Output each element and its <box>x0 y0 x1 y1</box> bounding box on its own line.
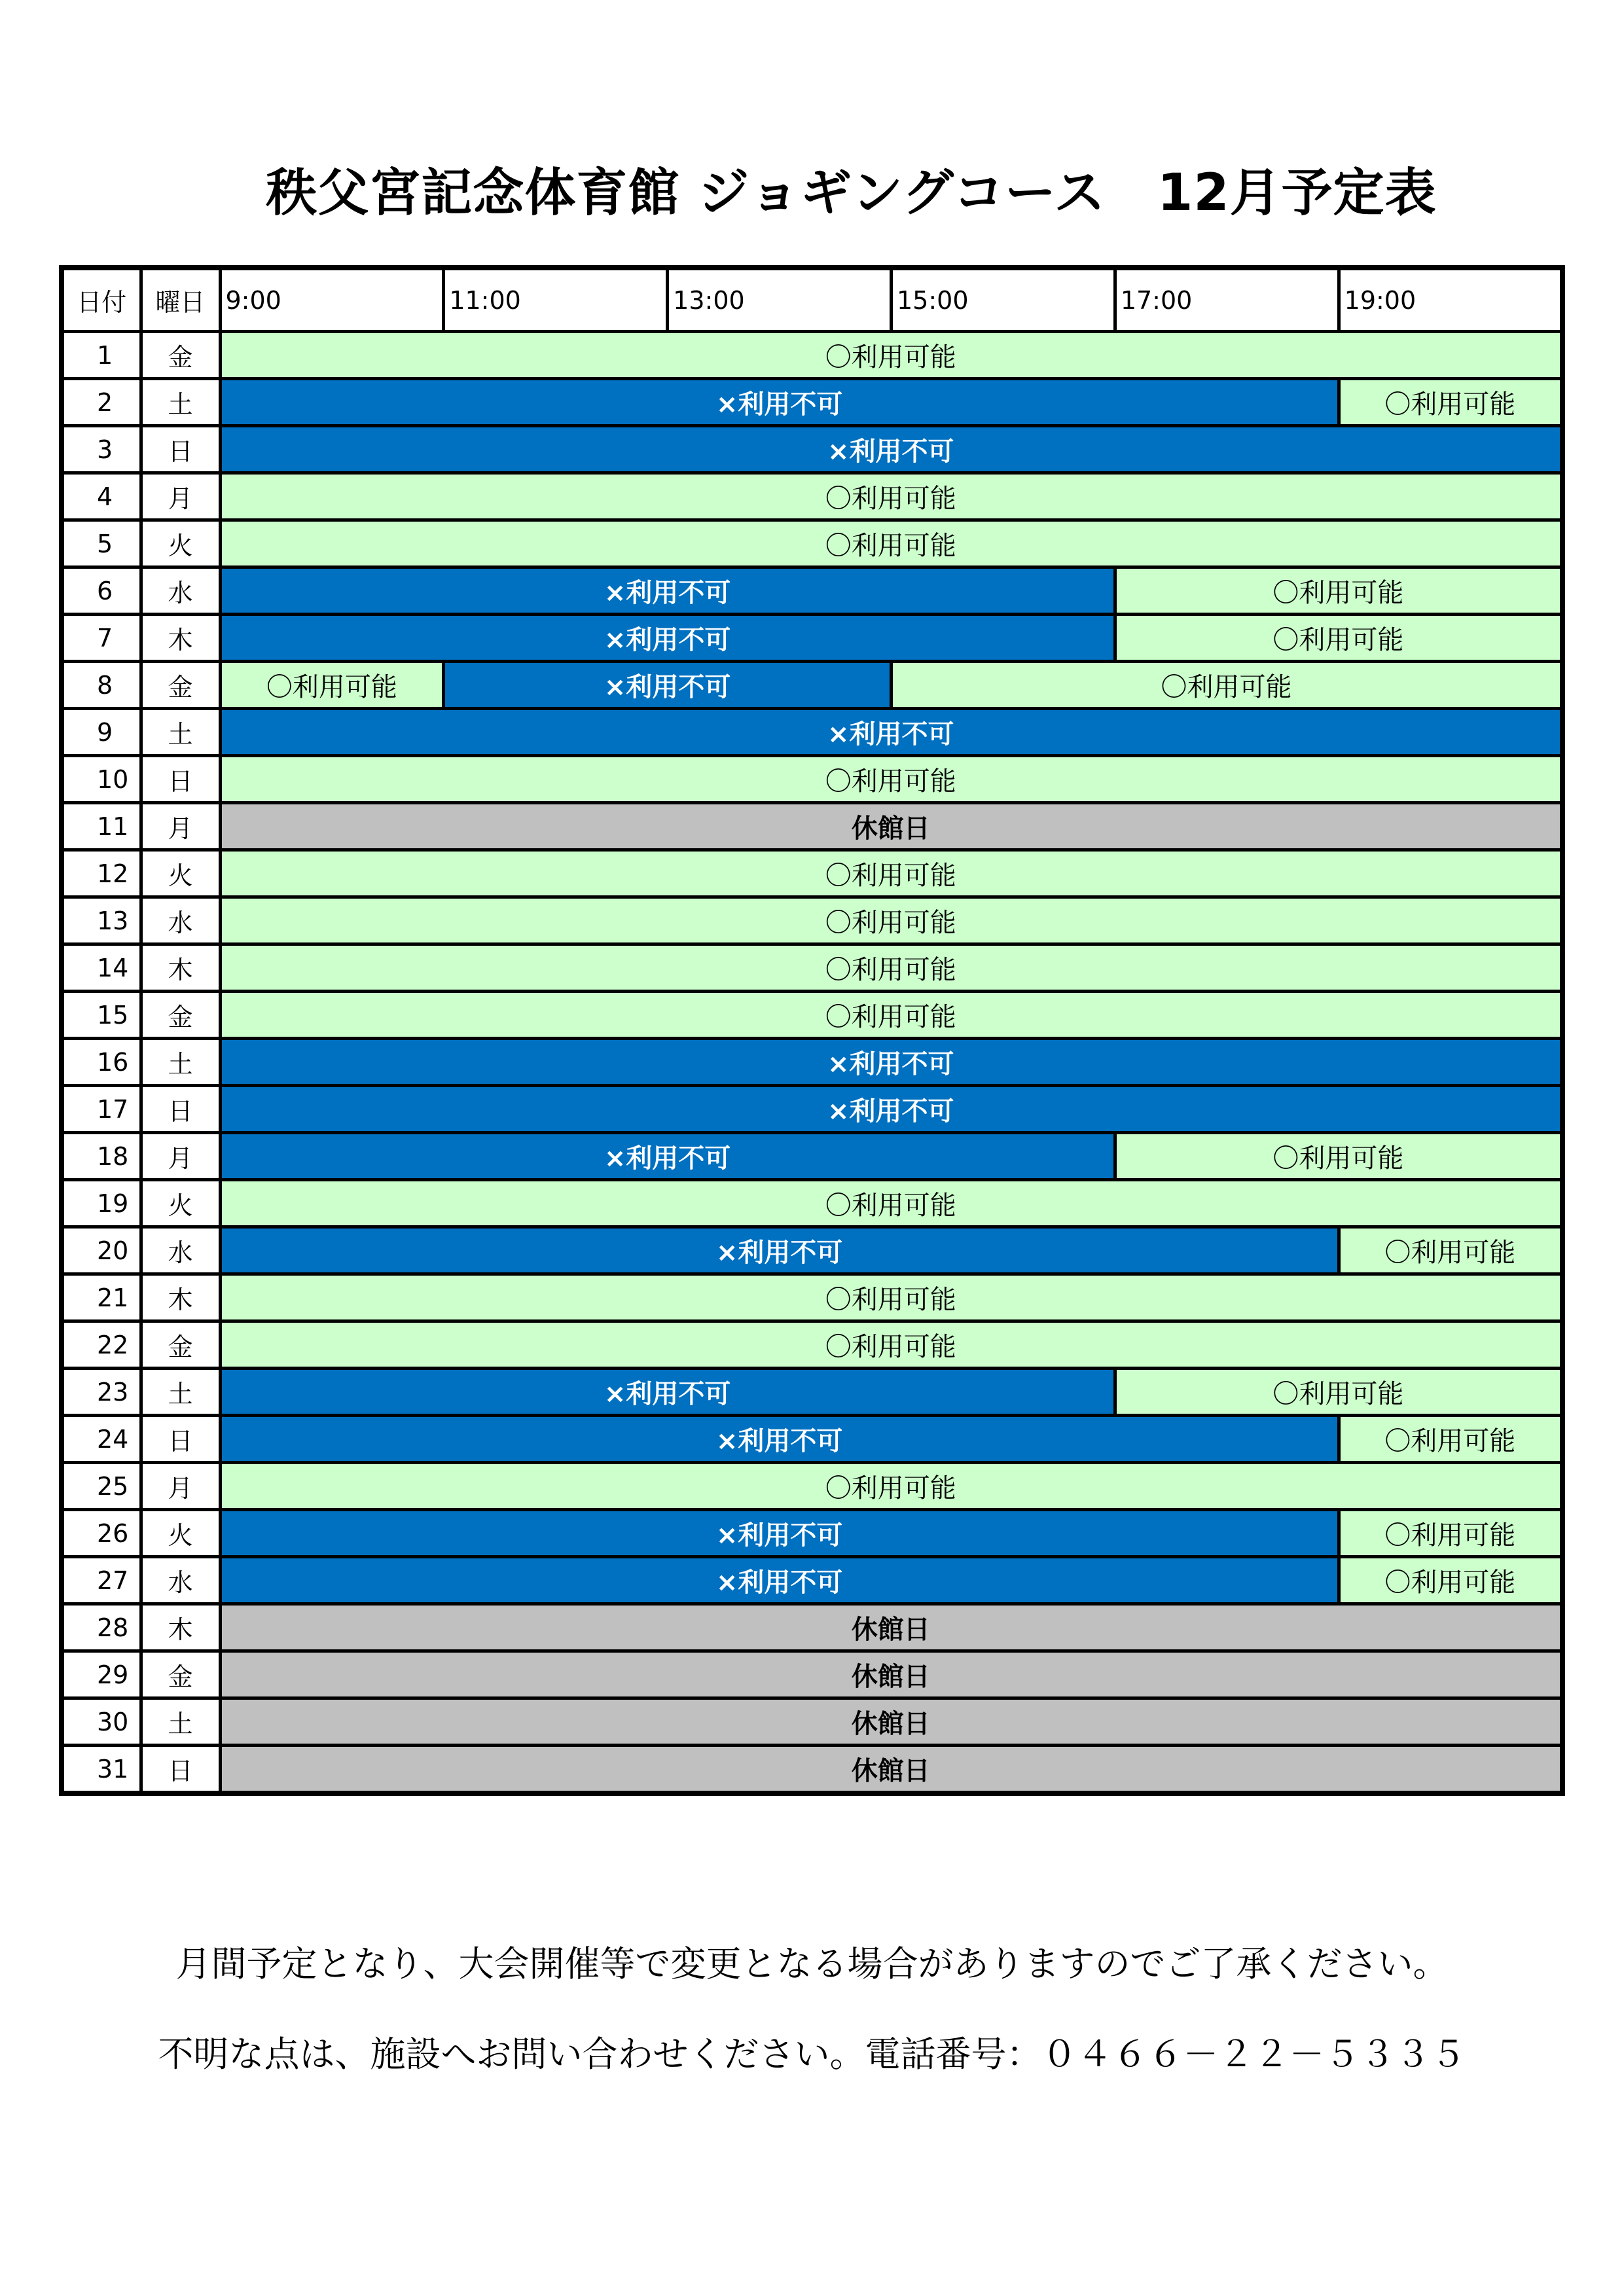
table-row <box>62 1510 1562 1557</box>
date-cell: 27 <box>62 1557 141 1604</box>
table-row <box>62 897 1562 944</box>
weekday-cell: 日 <box>141 426 220 473</box>
status-available-cell: 〇利用可能 <box>1115 1133 1562 1180</box>
table-row <box>62 1604 1562 1651</box>
date-cell: 31 <box>62 1746 141 1794</box>
status-unavailable-cell: ×利用不可 <box>220 1369 1115 1416</box>
status-unavailable-cell: ×利用不可 <box>220 709 1562 756</box>
status-unavailable-cell: ×利用不可 <box>220 1039 1562 1086</box>
table-row <box>62 1369 1562 1416</box>
weekday-cell: 火 <box>141 850 220 897</box>
date-cell: 12 <box>62 850 141 897</box>
table-row <box>62 1698 1562 1746</box>
table-row <box>62 520 1562 567</box>
weekday-cell: 日 <box>141 1416 220 1463</box>
date-cell: 9 <box>62 709 141 756</box>
date-cell: 2 <box>62 379 141 426</box>
table-row <box>62 756 1562 803</box>
date-cell: 1 <box>62 332 141 379</box>
status-available-cell: 〇利用可能 <box>220 944 1562 992</box>
table-row <box>62 1039 1562 1086</box>
header-row <box>62 268 1562 332</box>
notice-contact-phone: 不明な点は、施設へお問い合わせください。電話番号：０４６６－２２－５３３５ <box>158 2034 1466 2075</box>
status-available-cell: 〇利用可能 <box>220 850 1562 897</box>
status-unavailable-cell: ×利用不可 <box>220 1133 1115 1180</box>
status-available-cell: 〇利用可能 <box>1339 1416 1562 1463</box>
status-closed-cell: 休館日 <box>220 1746 1562 1794</box>
status-unavailable-cell: ×利用不可 <box>220 1086 1562 1133</box>
table-row <box>62 992 1562 1039</box>
weekday-cell: 月 <box>141 1133 220 1180</box>
date-cell: 19 <box>62 1180 141 1227</box>
status-available-cell: 〇利用可能 <box>220 332 1562 379</box>
time-header: 11:00 <box>444 268 668 332</box>
date-cell: 21 <box>62 1274 141 1321</box>
table-row <box>62 1133 1562 1180</box>
table-row <box>62 379 1562 426</box>
date-cell: 30 <box>62 1698 141 1746</box>
weekday-cell: 日 <box>141 756 220 803</box>
date-cell: 16 <box>62 1039 141 1086</box>
table-row <box>62 1557 1562 1604</box>
status-available-cell: 〇利用可能 <box>1115 1369 1562 1416</box>
weekday-cell: 日 <box>141 1086 220 1133</box>
table-row <box>62 1227 1562 1274</box>
weekday-cell: 日 <box>141 1746 220 1794</box>
date-cell: 18 <box>62 1133 141 1180</box>
status-closed-cell: 休館日 <box>220 803 1562 850</box>
status-available-cell: 〇利用可能 <box>220 662 444 709</box>
status-available-cell: 〇利用可能 <box>1115 615 1562 662</box>
status-unavailable-cell: ×利用不可 <box>220 1510 1339 1557</box>
status-unavailable-cell: ×利用不可 <box>220 567 1115 615</box>
status-available-cell: 〇利用可能 <box>220 1274 1562 1321</box>
weekday-cell: 水 <box>141 567 220 615</box>
status-available-cell: 〇利用可能 <box>220 992 1562 1039</box>
table-row <box>62 662 1562 709</box>
status-unavailable-cell: ×利用不可 <box>220 1557 1339 1604</box>
weekday-cell: 土 <box>141 1369 220 1416</box>
table-row <box>62 1274 1562 1321</box>
weekday-cell: 水 <box>141 1227 220 1274</box>
weekday-cell: 火 <box>141 1180 220 1227</box>
status-available-cell: 〇利用可能 <box>220 897 1562 944</box>
status-closed-cell: 休館日 <box>220 1698 1562 1746</box>
table-row <box>62 1416 1562 1463</box>
weekday-column-header: 曜日 <box>141 268 220 332</box>
table-row <box>62 944 1562 992</box>
weekday-cell: 木 <box>141 615 220 662</box>
weekday-cell: 火 <box>141 520 220 567</box>
status-available-cell: 〇利用可能 <box>1115 567 1562 615</box>
status-available-cell: 〇利用可能 <box>220 520 1562 567</box>
table-row <box>62 803 1562 850</box>
table-row <box>62 1746 1562 1794</box>
status-unavailable-cell: ×利用不可 <box>444 662 892 709</box>
status-available-cell: 〇利用可能 <box>1339 1557 1562 1604</box>
date-cell: 24 <box>62 1416 141 1463</box>
status-unavailable-cell: ×利用不可 <box>220 1227 1339 1274</box>
date-cell: 22 <box>62 1321 141 1369</box>
time-header: 13:00 <box>668 268 892 332</box>
status-available-cell: 〇利用可能 <box>1339 379 1562 426</box>
weekday-cell: 土 <box>141 1698 220 1746</box>
status-available-cell: 〇利用可能 <box>891 662 1562 709</box>
weekday-cell: 金 <box>141 1321 220 1369</box>
status-available-cell: 〇利用可能 <box>220 1180 1562 1227</box>
status-available-cell: 〇利用可能 <box>1339 1510 1562 1557</box>
date-cell: 25 <box>62 1463 141 1510</box>
weekday-cell: 金 <box>141 662 220 709</box>
weekday-cell: 月 <box>141 1463 220 1510</box>
time-header: 19:00 <box>1339 268 1562 332</box>
time-header: 17:00 <box>1115 268 1339 332</box>
weekday-cell: 金 <box>141 992 220 1039</box>
date-cell: 8 <box>62 662 141 709</box>
table-row <box>62 615 1562 662</box>
date-cell: 23 <box>62 1369 141 1416</box>
weekday-cell: 土 <box>141 709 220 756</box>
weekday-cell: 水 <box>141 1557 220 1604</box>
weekday-cell: 木 <box>141 1604 220 1651</box>
table-row <box>62 1086 1562 1133</box>
date-cell: 4 <box>62 473 141 520</box>
weekday-cell: 土 <box>141 1039 220 1086</box>
status-available-cell: 〇利用可能 <box>220 1321 1562 1369</box>
date-cell: 20 <box>62 1227 141 1274</box>
table-row <box>62 1463 1562 1510</box>
date-cell: 10 <box>62 756 141 803</box>
table-row <box>62 473 1562 520</box>
status-unavailable-cell: ×利用不可 <box>220 379 1339 426</box>
table-row <box>62 567 1562 615</box>
table-row <box>62 332 1562 379</box>
date-cell: 13 <box>62 897 141 944</box>
date-cell: 7 <box>62 615 141 662</box>
status-unavailable-cell: ×利用不可 <box>220 615 1115 662</box>
date-cell: 6 <box>62 567 141 615</box>
time-header: 9:00 <box>220 268 444 332</box>
table-row <box>62 426 1562 473</box>
date-cell: 14 <box>62 944 141 992</box>
date-column-header: 日付 <box>62 268 141 332</box>
schedule-body <box>62 332 1562 1794</box>
weekday-cell: 金 <box>141 332 220 379</box>
table-row <box>62 1651 1562 1698</box>
schedule-table <box>59 265 1565 1796</box>
table-row <box>62 1321 1562 1369</box>
status-available-cell: 〇利用可能 <box>220 473 1562 520</box>
date-cell: 11 <box>62 803 141 850</box>
notice-schedule-change: 月間予定となり、大会開催等で変更となる場合がありますのでご了承ください。 <box>175 1943 1449 1984</box>
weekday-cell: 木 <box>141 1274 220 1321</box>
status-available-cell: 〇利用可能 <box>220 756 1562 803</box>
date-cell: 5 <box>62 520 141 567</box>
date-cell: 3 <box>62 426 141 473</box>
status-unavailable-cell: ×利用不可 <box>220 1416 1339 1463</box>
weekday-cell: 水 <box>141 897 220 944</box>
weekday-cell: 土 <box>141 379 220 426</box>
weekday-cell: 木 <box>141 944 220 992</box>
date-cell: 26 <box>62 1510 141 1557</box>
weekday-cell: 月 <box>141 803 220 850</box>
table-row <box>62 1180 1562 1227</box>
table-row <box>62 850 1562 897</box>
status-closed-cell: 休館日 <box>220 1604 1562 1651</box>
date-cell: 28 <box>62 1604 141 1651</box>
status-available-cell: 〇利用可能 <box>1339 1227 1562 1274</box>
table-row <box>62 709 1562 756</box>
date-cell: 15 <box>62 992 141 1039</box>
weekday-cell: 月 <box>141 473 220 520</box>
time-header: 15:00 <box>891 268 1115 332</box>
status-unavailable-cell: ×利用不可 <box>220 426 1562 473</box>
status-available-cell: 〇利用可能 <box>220 1463 1562 1510</box>
weekday-cell: 火 <box>141 1510 220 1557</box>
date-cell: 29 <box>62 1651 141 1698</box>
page-title: 秩父宮記念体育館 ジョギングコース 12月予定表 <box>266 164 1437 223</box>
date-cell: 17 <box>62 1086 141 1133</box>
status-closed-cell: 休館日 <box>220 1651 1562 1698</box>
weekday-cell: 金 <box>141 1651 220 1698</box>
